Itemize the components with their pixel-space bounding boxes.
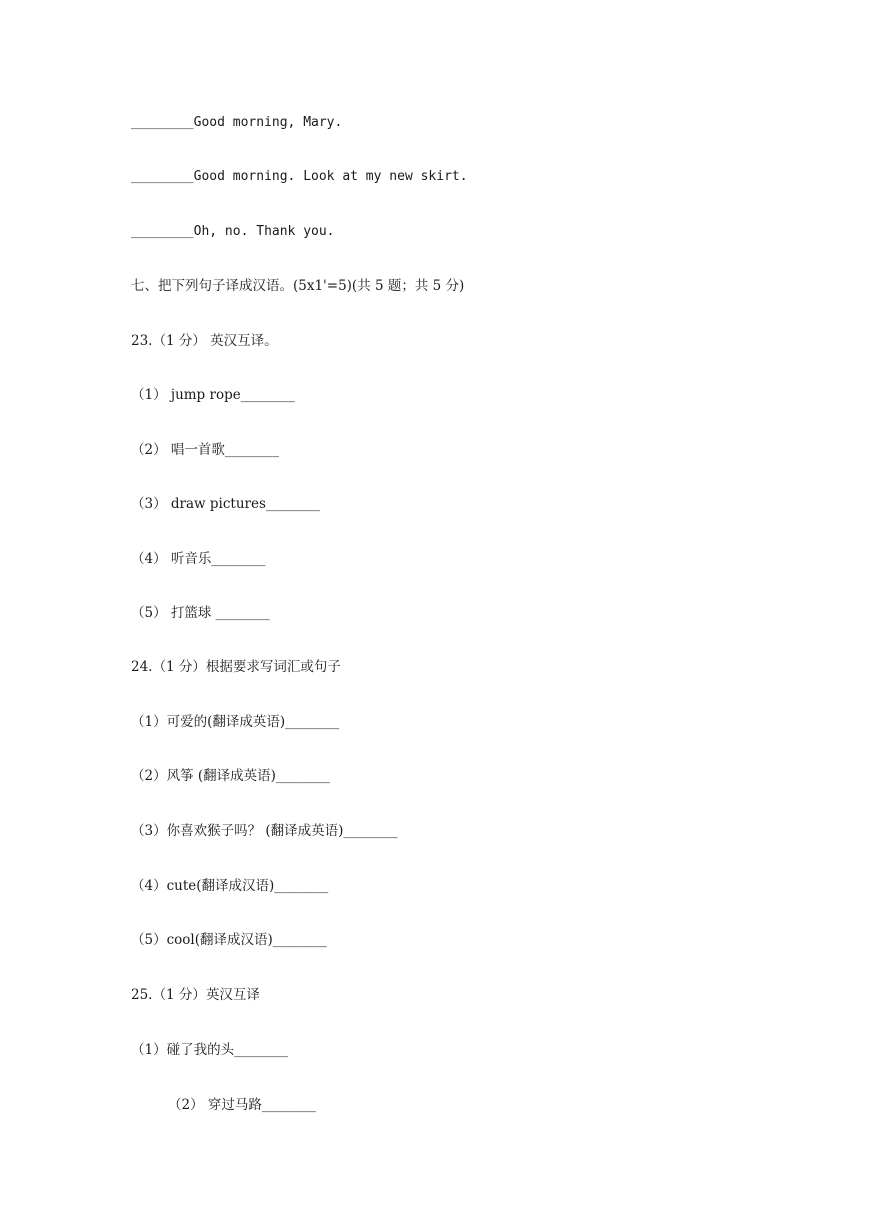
q24-item-1: （1）可爱的(翻译成英语)________ [131,714,340,730]
dialogue-line-1 [131,113,342,133]
q23-item-4: （4） 听音乐________ [131,551,266,567]
q23-item-5: （5） 打篮球 ________ [131,605,270,621]
q24-item-5: （5）cool(翻译成汉语)________ [131,932,327,948]
q25-title: 25.（1 分）英汉互译 [131,987,260,1003]
dialogue-line-2 [131,167,468,187]
q24-item-2: （2）风筝 (翻译成英语)________ [131,768,330,784]
dialogue-text: Good morning. Look at my new skirt. [193,169,468,184]
q24-item-4: （4）cute(翻译成汉语)________ [131,878,329,894]
q25-item-1: （1）碰了我的头________ [131,1042,289,1058]
dialogue-text: Oh, no. Thank you. [193,224,335,239]
answer-blank: ________ [131,115,194,130]
q23-item-2: （2） 唱一首歌________ [131,442,279,458]
q23-item-1: （1） jump rope________ [131,387,295,403]
q25-item-2: （2） 穿过马路________ [168,1097,316,1113]
dialogue-text: Good morning, Mary. [193,115,343,130]
q24-item-3: （3）你喜欢猴子吗？ (翻译成英语)________ [131,823,398,839]
answer-blank: ________ [131,224,194,239]
section-seven-title: 七、把下列句子译成汉语。(5x1'=5)(共 5 题；共 5 分) [131,278,465,294]
q23-item-3: （3） draw pictures________ [131,496,320,512]
q24-title: 24.（1 分）根据要求写词汇或句子 [131,659,341,675]
dialogue-line-3 [131,222,335,242]
answer-blank: ________ [131,169,194,184]
q23-title: 23.（1 分） 英汉互译。 [131,333,278,349]
